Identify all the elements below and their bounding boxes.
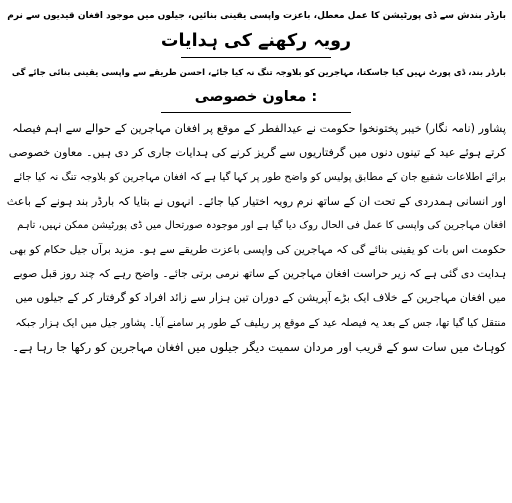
- article-body: [6, 117, 506, 359]
- body-line: کوہاٹ میں سات سو کے قریب اور مردان سمیت دیگر جیلوں میں افغان مہاجرین کو رکھا جا رہا ہے۔: [12, 339, 506, 354]
- body-line: منتقل کیا گیا تھا، جس کے بعد یہ فیصلہ عید کے موقع پر ریلیف کے طور پر سامنے آیا۔ پشاور جیل میں ایک ہزار جبکہ: [15, 316, 506, 329]
- body-line: میں افغان مہاجرین کے خلاف ایک بڑے آپریشن کے دوران تین ہزار سے زائد افراد کو گرفتار کر کے جیلوں میں: [15, 291, 506, 305]
- body-line: حکومت اس بات کو یقینی بنائے گی کہ مہاجرین کی واپسی باعزت طریقے سے ہو۔ مزید برآں جیل حکام کو بھی: [9, 243, 506, 257]
- body-line: ہدایت دی گئی ہے کہ زیر حراست افغان مہاجرین کے ساتھ نرمی برتی جائے۔ واضح رہے کہ چند روز قبل صوبے: [13, 267, 506, 281]
- headline-line-1: بارڈر بندش سے ڈی پورٹیشن کا عمل معطل، باعزت واپسی یقینی بنائیں، جیلوں میں موجود افغان قیدیوں سے نرم: [7, 11, 506, 21]
- body-line: اور انسانی ہمدردی کے تحت ان کے ساتھ نرم رویہ اختیار کیا جائے۔ انہوں نے بتایا کہ بارڈر بند ہونے کے باعث: [6, 194, 506, 208]
- headline-line-2: رویہ رکھنے کی ہدایات: [160, 31, 352, 51]
- body-line: افغان مہاجرین کی واپسی کا عمل فی الحال روک دیا گیا ہے اور موجودہ صورتحال میں ڈی پورٹیشن ممکن نہیں، تاہم: [17, 219, 506, 231]
- subheadline-line-1: بارڈر بند، ڈی پورٹ نہیں کیا جاسکتا، مہاجرین کو بلاوجہ تنگ نہ کیا جائے، احسن طریقے سے واپسی یقینی بنائی جائے گی: [11, 68, 506, 78]
- subheadline-line-2: : معاون خصوصی: [194, 89, 318, 105]
- body-line: پشاور (نامہ نگار) خیبر پختونخوا حکومت نے عیدالفطر کے موقع پر افغان مہاجرین کے حوالے سے اہم فیصلہ: [12, 122, 506, 135]
- headline-divider: [181, 57, 331, 58]
- body-line: کرتے ہوئے عید کے تینوں دنوں میں گرفتاریوں سے گریز کرنے کی ہدایات جاری کر دی ہیں۔ معاون خصوصی: [8, 146, 506, 160]
- body-line: برائے اطلاعات شفیع جان کے مطابق پولیس کو واضح طور پر کہا گیا ہے کہ افغان مہاجرین کو بلاوجہ تنگ نہ کیا جائے: [13, 171, 506, 184]
- subheadline-divider: [161, 112, 351, 113]
